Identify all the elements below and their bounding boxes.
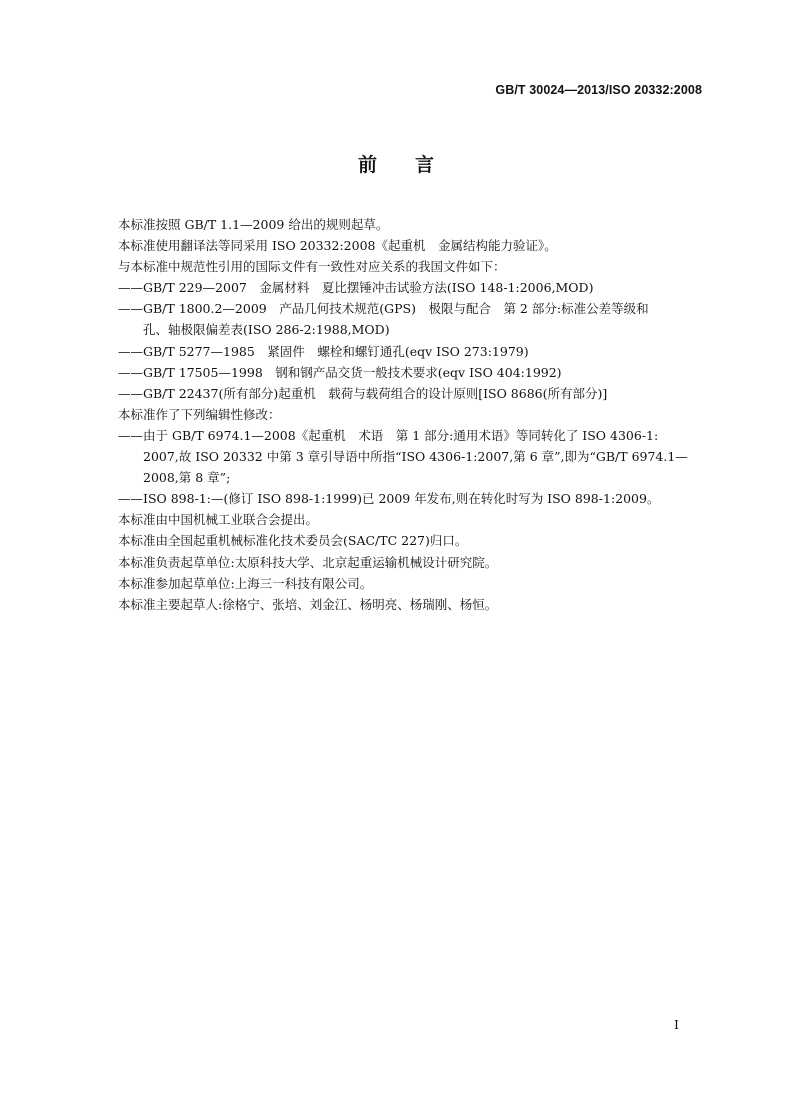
body-line: 与本标准中规范性引用的国际文件有一致性对应关系的我国文件如下： bbox=[118, 259, 506, 275]
body-line: 本标准由中国机械工业联合会提出。 bbox=[118, 512, 319, 528]
body-line: 本标准使用翻译法等同采用 ISO 20332:2008《起重机 金属结构能力验证》。 bbox=[118, 238, 557, 254]
body-line: 本标准参加起草单位:上海三一科技有限公司。 bbox=[118, 575, 373, 591]
body-line: ——GB/T 229—2007 金属材料 夏比摆锤冲击试验方法(ISO 148-1:2006,MOD) bbox=[118, 280, 594, 296]
body-line: 孔、轴极限偏差表(ISO 286-2:1988,MOD) bbox=[143, 322, 390, 338]
body-line: 本标准按照 GB/T 1.1—2009 给出的规则起草。 bbox=[118, 217, 389, 232]
body-line: ——GB/T 1800.2—2009 产品几何技术规范(GPS) 极限与配合 第 2 部分:标准公差等级和 bbox=[118, 301, 649, 317]
body-line: ——GB/T 5277—1985 紧固件 螺栓和螺钉通孔(eqv ISO 273:1979) bbox=[118, 343, 529, 359]
body-line: 2007,故 ISO 20332 中第 3 章引导语中所指“ISO 4306-1:2007,第 6 章”,即为“GB/T 6974.1— bbox=[143, 449, 688, 465]
body-line: ——由于 GB/T 6974.1—2008《起重机 术语 第 1 部分:通用术语》等同转化了 ISO 4306-1: bbox=[118, 427, 659, 443]
body-line: 2008,第 8 章”; bbox=[143, 470, 231, 486]
body-line: 本标准主要起草人:徐格宁、张培、刘金江、杨明亮、杨瑞刚、杨恒。 bbox=[118, 596, 498, 612]
body-line: ——GB/T 17505—1998 钢和钢产品交货一般技术要求(eqv ISO 404:1992) bbox=[118, 364, 562, 380]
page-title: 前 言 bbox=[357, 154, 434, 176]
preface-body bbox=[118, 214, 708, 615]
body-line: ——GB/T 22437(所有部分)起重机 载荷与载荷组合的设计原则[ISO 8686(所有部分)] bbox=[118, 385, 608, 401]
standard-code-header: GB/T 30024—2013/ISO 20332:2008 bbox=[495, 83, 702, 97]
body-line: 本标准由全国起重机械标准化技术委员会(SAC/TC 227)归口。 bbox=[118, 533, 468, 549]
page-number: I bbox=[674, 1017, 679, 1032]
body-line: ——ISO 898-1:—(修订 ISO 898-1:1999)已 2009 年发布,则在转化时写为 ISO 898-1:2009。 bbox=[118, 491, 660, 507]
body-line: 本标准作了下列编辑性修改： bbox=[118, 406, 281, 422]
body-line: 本标准负责起草单位:太原科技大学、北京起重运输机械设计研究院。 bbox=[118, 554, 498, 570]
